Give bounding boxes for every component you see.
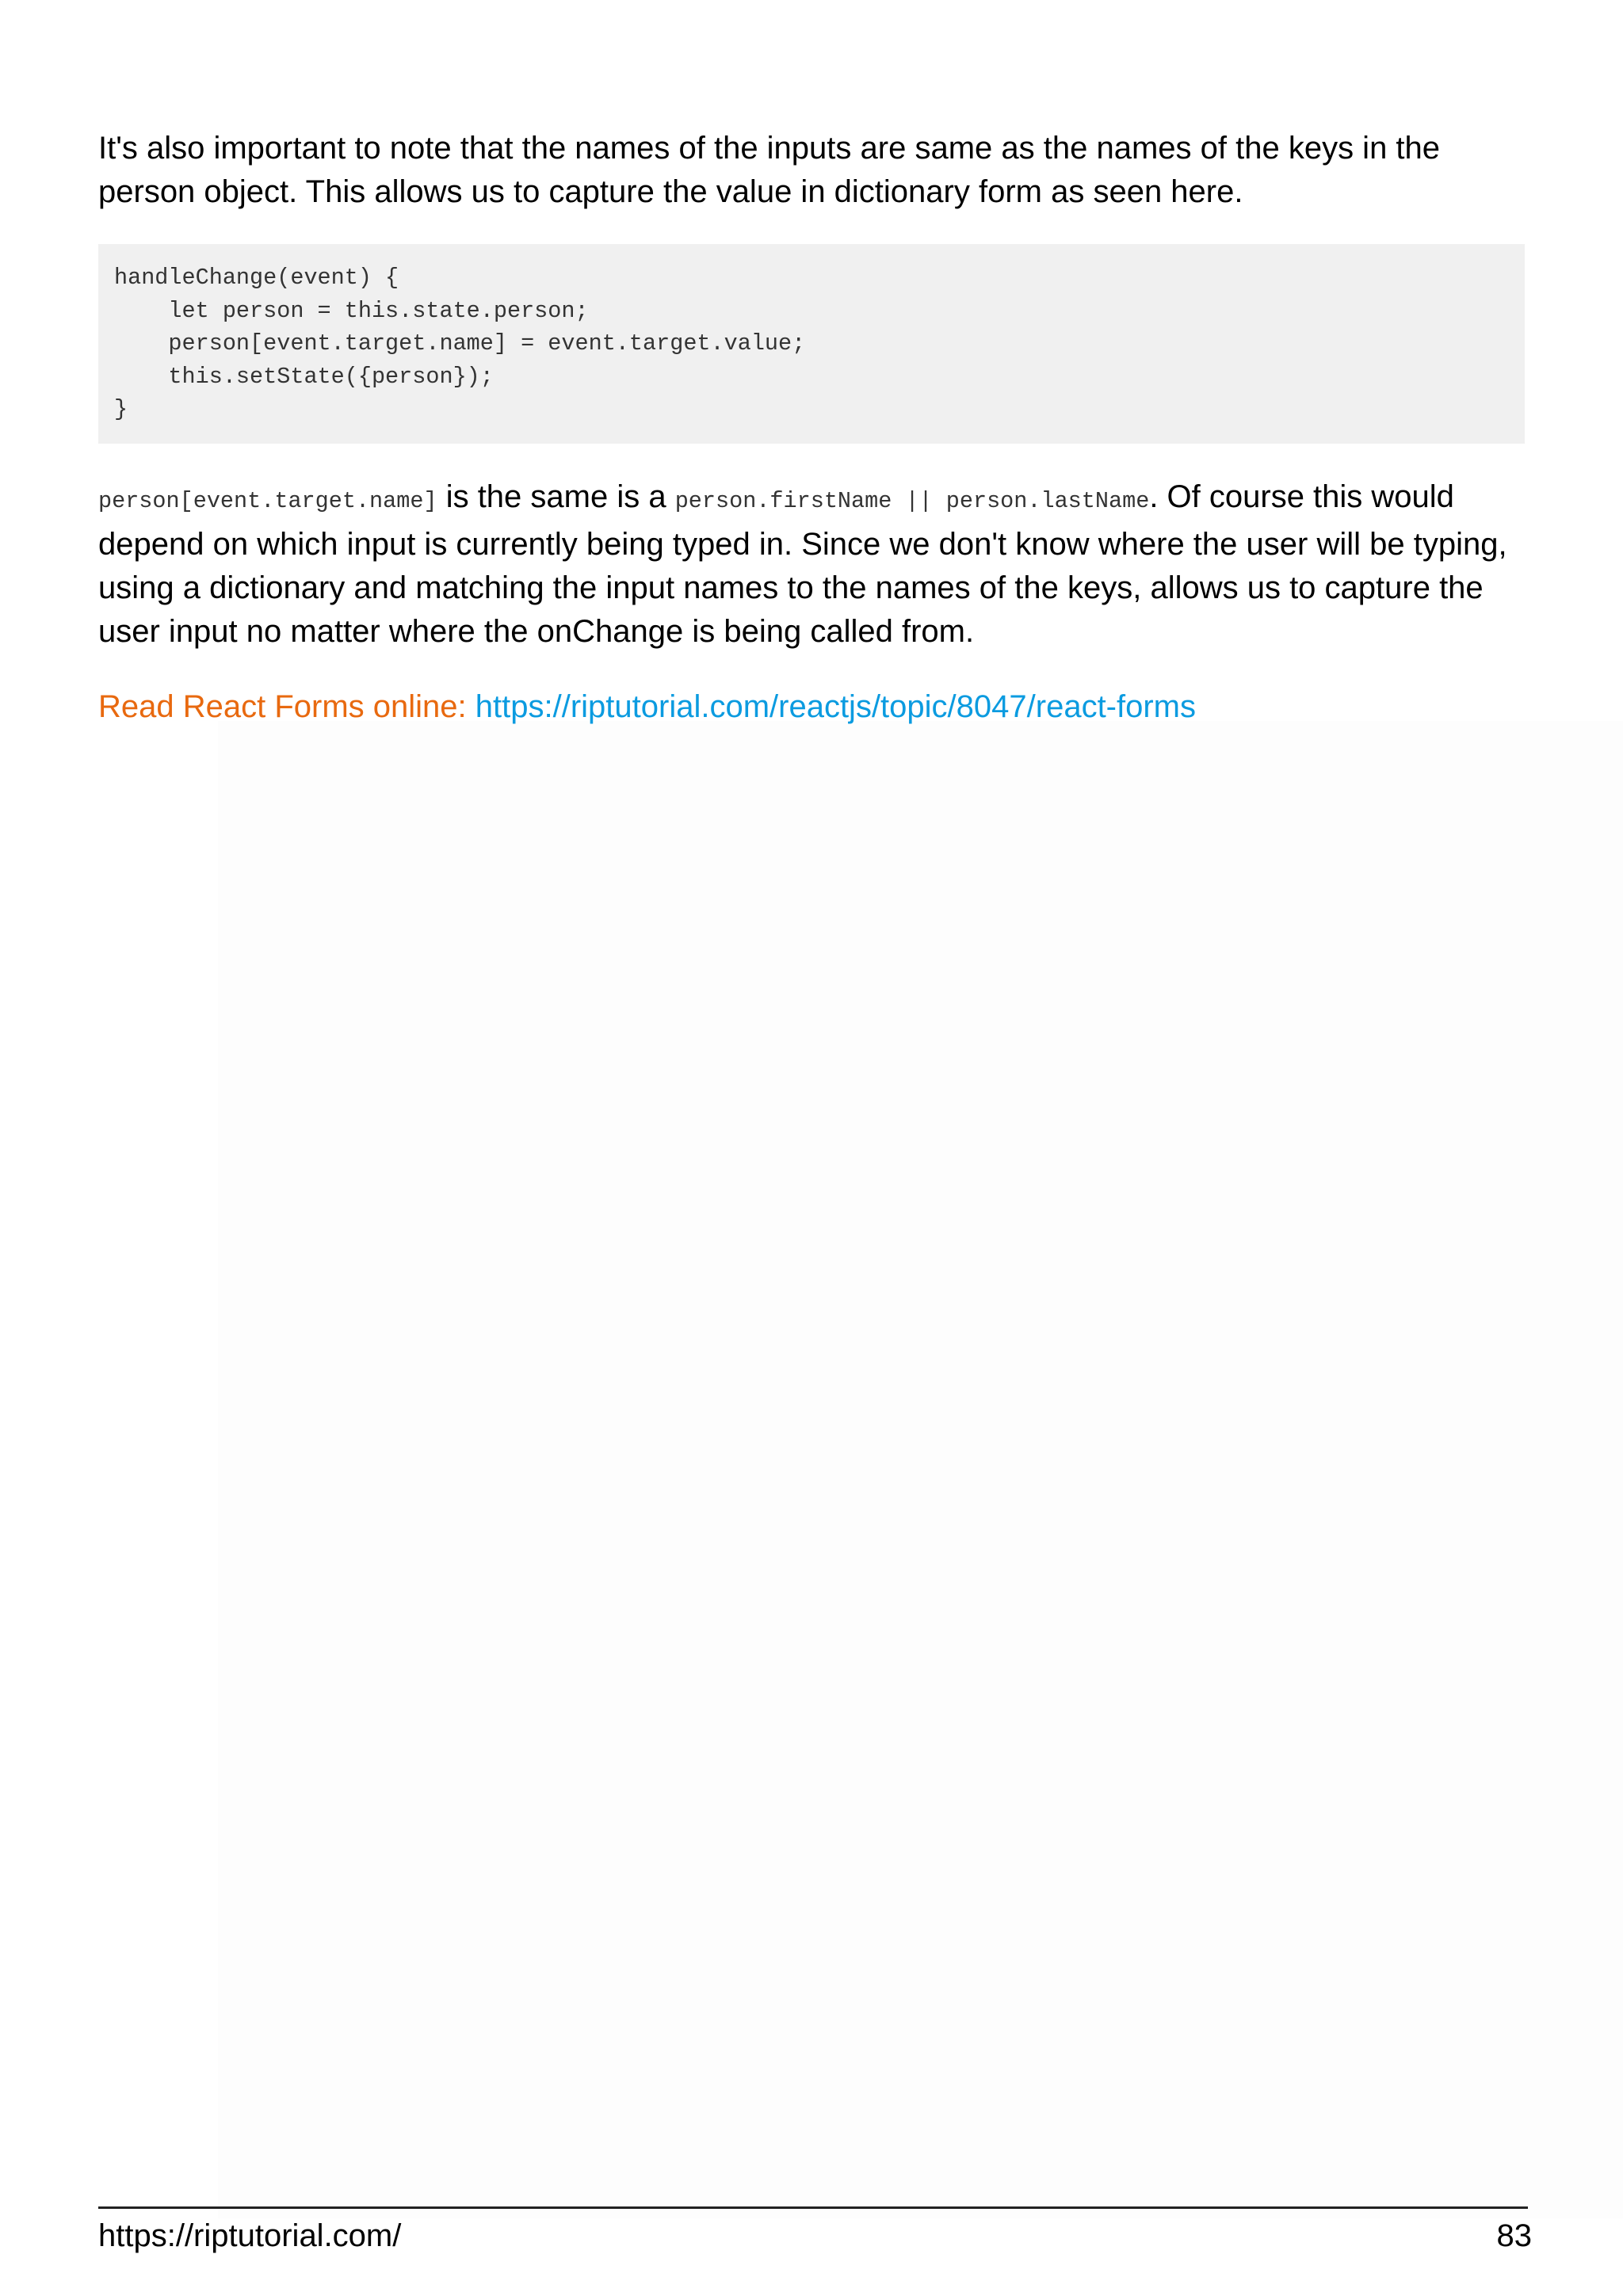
explanation-text-1: is the same is a	[437, 479, 675, 514]
page-number: 83	[1496, 2218, 1532, 2253]
footer-site-url: https://riptutorial.com/	[98, 2218, 402, 2253]
main-content	[98, 127, 1525, 761]
read-online-line	[98, 685, 1525, 729]
background-panel	[218, 721, 1623, 2218]
intro-paragraph: It's also important to note that the names of the inputs are same as the names of the keys in the person object. This allows us to capture the value in dictionary form as seen here.	[98, 131, 1441, 209]
read-online-link[interactable]: https://riptutorial.com/reactjs/topic/8047/react-forms	[475, 688, 1197, 724]
read-online-label: Read React Forms online:	[98, 688, 475, 724]
code-line: handleChange(event) {	[114, 265, 399, 291]
code-line: person[event.target.name] = event.target.value;	[114, 330, 806, 357]
code-line: }	[114, 396, 128, 422]
explanation-text-2: . Of course this would depend on which input is currently being typed in. Since we don't know where the user will be typing, using a dictionary and matching the input names to the names of the keys, allows us to capture the user input no matter where the onChange is being called from.	[98, 479, 1507, 649]
code-line: let person = this.state.person;	[114, 297, 589, 324]
inline-code-first-last-name: person.firstName || person.lastName	[674, 487, 1150, 514]
code-block	[98, 244, 1525, 444]
code-line: this.setState({person});	[114, 363, 494, 390]
footer-divider	[98, 2206, 1528, 2209]
inline-code-target-name: person[event.target.name]	[98, 487, 437, 514]
explanation-paragraph	[98, 475, 1525, 654]
